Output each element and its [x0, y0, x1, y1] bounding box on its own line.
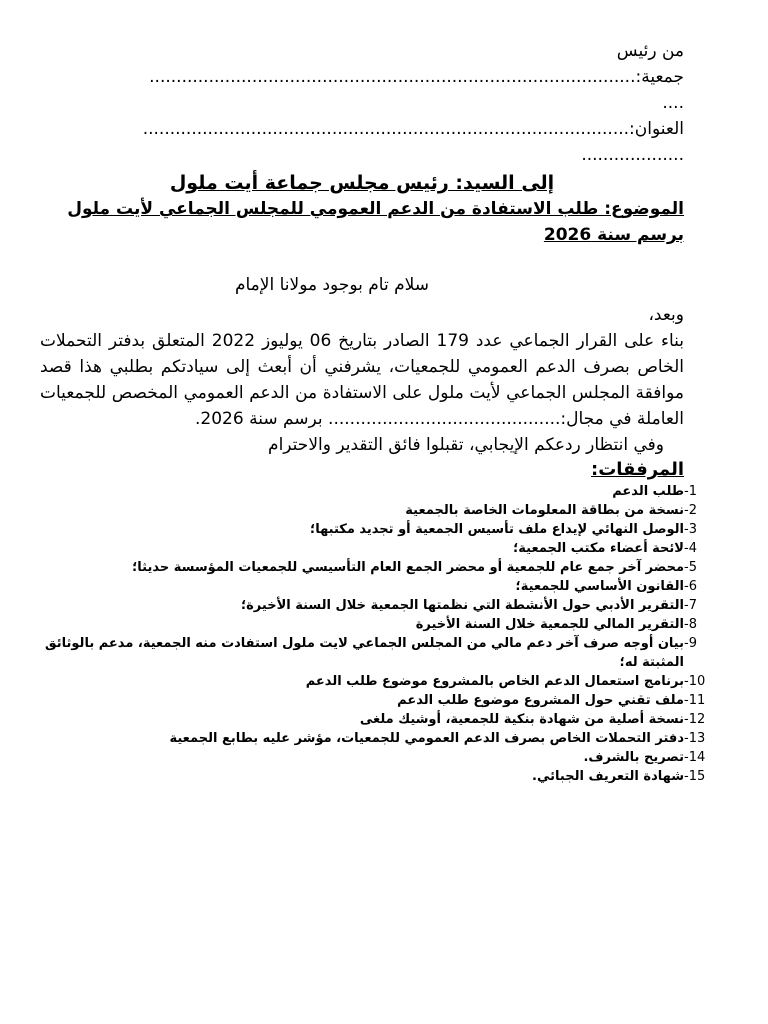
attachment-item	[40, 520, 697, 539]
attachment-text: طلب الدعم	[612, 484, 684, 499]
attachment-text: شهادة التعريف الجبائي.	[532, 769, 684, 784]
subject-line: الموضوع: طلب الاستفادة من الدعم العمومي للمجلس الجماعي لأيت ملول برسم سنة 2026	[67, 199, 684, 245]
attachment-text: بيان أوجه صرف آخر دعم مالي من المجلس الجماعي لايت ملول استفادت منه الجمعية، مدعم بالوثائق المثبتة له؛	[45, 636, 684, 670]
salutation: سلام تام بوجود مولانا الإمام	[234, 275, 430, 295]
attachment-text: الوصل النهائي لإيداع ملف تأسيس الجمعية أو تجديد مكتبها؛	[310, 522, 684, 537]
attachment-number: -7	[684, 598, 697, 613]
attachment-number: -1	[684, 484, 697, 499]
attachment-number: -11	[684, 693, 706, 708]
attachment-item	[40, 748, 706, 767]
attachment-number: -14	[684, 750, 706, 765]
attachment-text: دفتر التحملات الخاص بصرف الدعم العمومي للجمعيات، مؤشر عليه بطابع الجمعية	[169, 731, 684, 746]
attachment-item	[40, 596, 697, 615]
attachment-text: نسخة من بطاقة المعلومات الخاصة بالجمعية	[405, 503, 684, 518]
address-dots: ..........................................................................................	[142, 119, 630, 139]
attachment-text: لائحة أعضاء مكتب الجمعية؛	[513, 541, 684, 556]
attachment-number: -3	[684, 522, 697, 537]
attachment-item	[40, 539, 697, 558]
attachment-number: -4	[684, 541, 697, 556]
attachment-text: محضر آخر جمع عام للجمعية أو محضر الجمع العام التأسيسي للجمعيات المؤسسة حديثا؛	[132, 560, 684, 575]
letter-page	[40, 38, 706, 786]
attachment-item	[40, 634, 697, 672]
sender-block	[40, 38, 684, 168]
address-dots-continued: ...................	[581, 145, 684, 165]
attachment-number: -8	[684, 617, 697, 632]
association-dots: ..........................................................................................	[149, 67, 636, 87]
attachment-text: برنامج استعمال الدعم الخاص بالمشروع موضوع طلب الدعم	[305, 674, 684, 689]
attachment-text: نسخة أصلية من شهادة بنكية للجمعية، أوشيك ملغى	[359, 712, 684, 727]
attachment-number: -9	[684, 636, 697, 651]
attachment-item	[40, 691, 706, 710]
attachment-text: القانون الأساسي للجمعية؛	[515, 579, 684, 594]
attachment-number: -6	[684, 579, 697, 594]
address-label: العنوان:	[629, 119, 684, 139]
attachment-item	[40, 501, 697, 520]
association-label: جمعية:	[635, 67, 684, 87]
association-dots-continued: ....	[662, 93, 684, 113]
attachment-item	[40, 710, 706, 729]
attachments-list	[40, 482, 706, 786]
attachment-text: تصريح بالشرف.	[583, 750, 684, 765]
opening: وبعد،	[648, 305, 684, 325]
attachment-number: -12	[684, 712, 706, 727]
attachment-item	[40, 615, 697, 634]
association-line	[40, 64, 684, 90]
attachment-number: -5	[684, 560, 697, 575]
attachment-item	[40, 558, 697, 577]
closing-line: وفي انتظار ردعكم الإيجابي، تقبلوا فائق التقدير والاحترام	[268, 435, 664, 455]
sender-from: من رئيس	[616, 41, 684, 61]
address-line	[40, 116, 684, 142]
attachment-item	[40, 729, 706, 748]
recipient-line: إلى السيد: رئيس مجلس جماعة أيت ملول	[169, 172, 555, 194]
attachment-item	[40, 482, 697, 501]
attachment-text: التقرير الأدبي حول الأنشطة التي نظمتها الجمعية خلال السنة الأخيرة؛	[240, 598, 684, 613]
attachment-number: -10	[684, 674, 706, 689]
attachment-text: ملف تقني حول المشروع موضوع طلب الدعم	[397, 693, 684, 708]
attachment-number: -13	[684, 731, 706, 746]
attachment-number: -2	[684, 503, 697, 518]
attachment-item	[40, 767, 706, 786]
attachment-number: -15	[684, 769, 706, 784]
letter-body: بناء على القرار الجماعي عدد 179 الصادر بتاريخ 06 يوليوز 2022 المتعلق بدفتر التحملات الخاص بصرف الدعم العمومي للجمعيات، يشرفني أن أبعث إلى سيادتكم بطلبي هذا قصد موافقة المجلس الجماعي لأيت ملول على الاستفادة من الدعم العمومي المخصص للجمعيات العاملة في مجال:........................................... برسم سنة 2026.	[40, 331, 685, 429]
attachments-title: المرفقات:	[591, 459, 684, 480]
attachment-text: التقرير المالي للجمعية خلال السنة الأخيرة	[415, 617, 684, 632]
attachment-item	[40, 672, 706, 691]
attachment-item	[40, 577, 697, 596]
